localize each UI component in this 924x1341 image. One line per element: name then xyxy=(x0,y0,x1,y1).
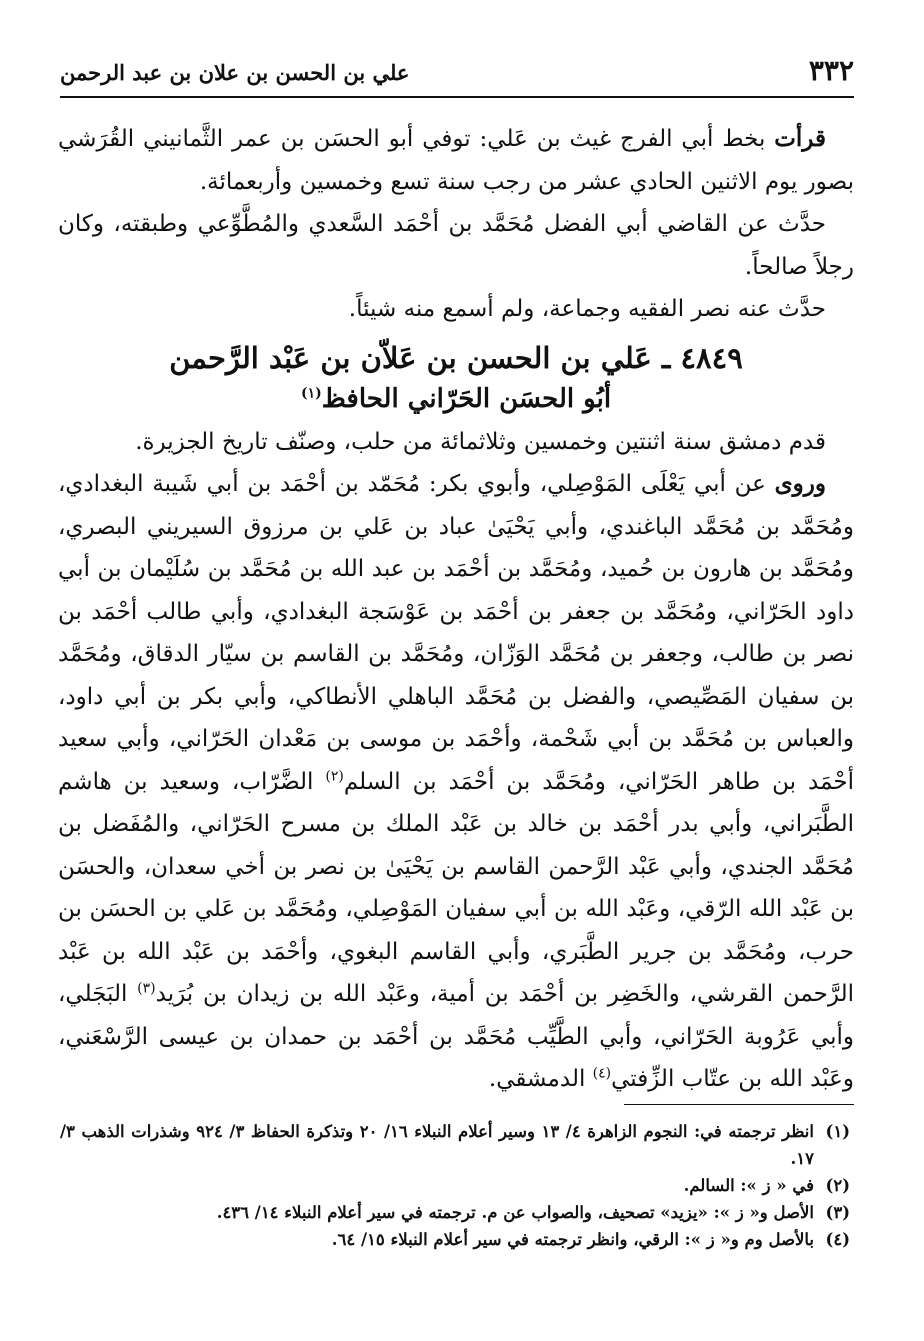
paragraph-narrations xyxy=(58,463,854,1101)
page-number: ٣٣٢ xyxy=(808,54,854,87)
footnote-1 xyxy=(60,1118,854,1172)
footnote-number: (١) xyxy=(825,1122,850,1141)
footnote-ref-2: (٢) xyxy=(325,767,344,784)
paragraph-students: حدَّث عنه نصر الفقيه وجماعة، ولم أسمع منه شيئاً. xyxy=(348,296,826,322)
paragraph-text: البَجَلي، وأبي عَرُوبة الحَرّاني، وأبي الطَّيِّب مُحَمَّد بن أحْمَد بن حمدان بن عيسى الرَّسْعَني، وعَبْد الله بن عتّاب الزِّفتي xyxy=(58,981,854,1092)
footnote-text: الأصل و« ز »: «يزيد» تصحيف، والصواب عن م. ترجمته في سير أعلام النبلاء ١٤/ ٤٣٦. xyxy=(216,1203,814,1222)
paragraph-death-note xyxy=(58,118,854,203)
footnote-2 xyxy=(60,1172,854,1199)
footnote-ref-4: (٤) xyxy=(592,1065,612,1082)
footnote-separator xyxy=(624,1104,854,1105)
footnote-text: انظر ترجمته في: النجوم الزاهرة ٤/ ١٣ وسير أعلام النبلاء ١٦/ ٢٠ وتذكرة الحفاظ ٣/ ٩٢٤ وشذرات الذهب ٣/ ١٧. xyxy=(60,1122,814,1168)
footnote-number: (٣) xyxy=(825,1203,850,1222)
footnotes xyxy=(60,1118,854,1253)
footnote-ref-1: (١) xyxy=(300,384,322,401)
paragraph-text: عن أبي يَعْلَى المَوْصِلي، وأبوي بكر: مُحَمّد بن أحْمَد بن أبي شَيبة البغدادي، ومُحَمَّد بن مُحَمَّد الباغندي، وأبي يَحْيَىٰ عباد بن عَلي بن مرزوق السيريني البصري، ومُحَمَّد بن هارون بن حُميد، ومُحَمَّد بن أحْمَد بن عبد الله بن مُحَمَّد بن سُلَيْمان بن أبي داود الحَرّاني، ومُحَمَّد بن جعفر بن أحْمَد بن عَوْسَجة البغدادي، وأبي طالب أحْمَد بن نصر بن طالب، وجعفر بن مُحَمَّد الوَزّان، ومُحَمَّد بن القاسم بن سيّار الدقاق، ومُحَمَّد بن سفيان المَصِّيصي، والفضل بن مُحَمَّد الباهلي الأنطاكي، وأبي بكر بن أبي داود، والعباس بن مُحَمَّد بن أبي شَحْمة، وأحْمَد بن موسى بن مَعْدان الحَرّاني، وأبي سعيد أحْمَد بن طاهر الحَرّاني، ومُحَمَّد بن أحْمَد بن السلم xyxy=(58,471,855,795)
footnote-ref-3: (٣) xyxy=(137,980,156,997)
footnote-4 xyxy=(60,1226,854,1253)
paragraph-arrival: قدم دمشق سنة اثنتين وخمسين وثلاثمائة من حلب، وصنّف تاريخ الجزيرة. xyxy=(135,428,826,455)
footnote-text: في « ز »: السالم. xyxy=(683,1176,814,1195)
footnote-3 xyxy=(60,1199,854,1226)
running-header xyxy=(60,52,854,98)
footnote-number: (٤) xyxy=(825,1230,850,1249)
running-title: علي بن الحسن بن علان بن عبد الرحمن xyxy=(60,60,410,85)
main-text xyxy=(58,118,854,1101)
paragraph-text: بخط أبي الفرج غيث بن عَلي: توفي أبو الحسَن بن عمر الثَّمانيني القُرَشي بصور يوم الاثنين الحادي عشر من رجب سنة تسع وخمسين وأربعمائة. xyxy=(58,126,854,195)
footnote-text: بالأصل وم و« ز »: الرقي، وانظر ترجمته في سير أعلام النبلاء ١٥/ ٦٤. xyxy=(331,1230,814,1249)
entry-subheading xyxy=(58,379,854,419)
paragraph-lead-word: قرأت xyxy=(774,125,826,152)
paragraph-text: الضَّرّاب، وسعيد بن هاشم الطَّبَراني، وأبي بدر أحْمَد بن خالد بن عَبْد الملك بن مسرح الحَرّاني، والمُفَضل بن مُحَمَّد الجندي، وأبي عَبْد الرَّحمن القاسم بن يَحْيَىٰ بن نصر بن أخي سعدان، والحسَن بن عَبْد الله الرّقي، وعَبْد الله بن أبي سفيان المَوْصِلي، ومُحَمَّد بن عَلي بن الحسَن بن حرب، ومُحَمَّد بن جرير الطَّبَري، وأبي القاسم البغوي، وأحْمَد بن عَبْد الله بن عَبْد الرَّحمن القرشي، والخَضِر بن أحْمَد بن أمية، وعَبْد الله بن زيدان بن بُرَيد xyxy=(58,768,854,1007)
footnote-number: (٢) xyxy=(825,1176,850,1195)
entry-heading: ٤٨٤٩ ـ عَلي بن الحسن بن عَلاّن بن عَبْد الرَّحمن xyxy=(169,340,743,375)
entry-subheading-text: أبُو الحسَن الحَرّاني الحافظ xyxy=(321,383,612,414)
paragraph-teachers: حدَّث عن القاضي أبي الفضل مُحَمَّد بن أحْمَد السَّعدي والمُطَّوِّعي وطبقته، وكان رجلاً صالحاً. xyxy=(58,211,854,280)
paragraph-lead-word: وروى xyxy=(774,470,826,497)
paragraph-text: الدمشقي. xyxy=(488,1066,593,1092)
